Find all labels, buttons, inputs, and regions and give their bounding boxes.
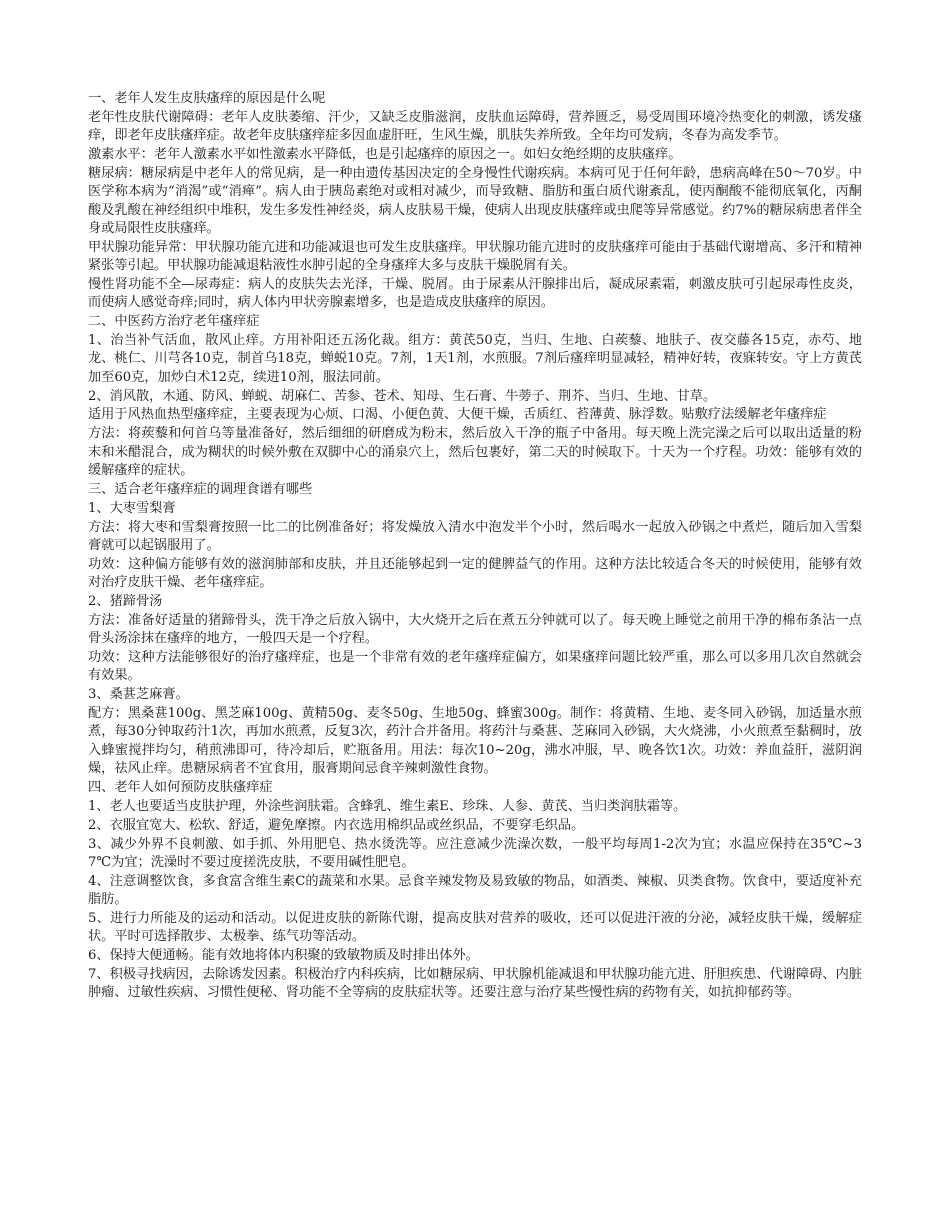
document-body	[88, 90, 862, 1003]
paragraph: 6、保持大便通畅。能有效地将体内积聚的致敏物质及时排出体外。	[88, 948, 479, 964]
paragraph: 2、消风散，木通、防风、蝉蜕、胡麻仁、苦参、苍术、知母、生石膏、牛蒡子、荆芥、当归、生地、甘草。	[88, 388, 717, 404]
paragraph: 方法：将蒺藜和何首乌等量准备好，然后细细的研磨成为粉末，然后放入干净的瓶子中备用。每天晚上洗完澡之后可以取出适量的粉末和米醋混合，成为糊状的时候外敷在双脚中心的涌泉穴上，然后包裹好，第二天的时候取下。十天为一个疗程。功效：能够有效的缓解瘙痒的症状。	[88, 426, 862, 478]
paragraph: 四、老年人如何预防皮肤瘙痒症	[88, 779, 273, 795]
paragraph: 老年性皮肤代谢障碍：老年人皮肤萎缩、汗少，又缺乏皮脂滋润，皮肤血运障碍，营养匮乏，易受周围环境冷热变化的刺激，诱发瘙痒，即老年皮肤瘙痒症。故老年皮肤瘙痒症多因血虚肝旺，生风生燥，肌肤失养所致。全年均可发病，冬春为高发季节。	[88, 109, 862, 144]
paragraph: 4、注意调整饮食，多食富含维生素C的蔬菜和水果。忌食辛辣发物及易致敏的物品，如酒类、辣椒、贝类食物。饮食中，要适度补充脂肪。	[88, 873, 862, 908]
paragraph: 2、猪蹄骨汤	[88, 593, 163, 609]
paragraph: 1、大枣雪梨膏	[88, 500, 176, 516]
paragraph: 1、老人也要适当皮肤护理，外涂些润肤霜。含蜂乳、维生素E、珍珠、人参、黄芪、当归类润肤霜等。	[88, 798, 687, 814]
paragraph: 3、减少外界不良刺激、如手抓、外用肥皂、热水烫洗等。应注意减少洗澡次数，一般平均每周1-2次为宜；水温应保持在35℃~37℃为宜；洗澡时不要过度搓洗皮肤，不要用碱性肥皂。	[88, 836, 862, 870]
paragraph: 激素水平：老年人激素水平如性激素水平降低，也是引起瘙痒的原因之一。如妇女绝经期的皮肤瘙痒。	[88, 147, 682, 163]
paragraph: 甲状腺功能异常：甲状腺功能亢进和功能减退也可发生皮肤瘙痒。甲状腺功能亢进时的皮肤瘙痒可能由于基础代谢增高、多汗和精神紧张等引起。甲状腺功能减退粘液性水肿引起的全身瘙痒大多与皮肤干燥脱屑有关。	[88, 239, 862, 274]
paragraph: 适用于风热血热型瘙痒症，主要表现为心烦、口渴、小便色黄、大便干燥，舌质红、苔薄黄、脉浮数。贴敷疗法缓解老年瘙痒症	[88, 407, 827, 423]
paragraph: 一、老年人发生皮肤瘙痒的原因是什么呢	[88, 91, 326, 106]
paragraph: 慢性肾功能不全—尿毒症：病人的皮肤失去光泽，干燥、脱屑。由于尿素从汗腺排出后，凝成尿素霜，刺激皮肤可引起尿毒性皮炎，而使病人感觉奇痒;同时，病人体内甲状旁腺素增多，也是造成皮肤瘙痒的原因。	[88, 276, 862, 311]
paragraph: 功效：这种方法能够很好的治疗瘙痒症，也是一个非常有效的老年瘙痒症偏方，如果瘙痒问题比较严重，那么可以多用几次自然就会有效果。	[88, 650, 862, 684]
paragraph: 3、桑葚芝麻膏。	[88, 687, 189, 703]
paragraph: 7、积极寻找病因，去除诱发因素。积极治疗内科疾病，比如糖尿病、甲状腺机能减退和甲状腺功能亢进、肝胆疾患、代谢障碍、内脏肿瘤、过敏性疾病、习惯性便秘、肾功能不全等病的皮肤症状等。还要注意与治疗某些慢性病的药物有关，如抗抑郁药等。	[88, 966, 862, 1001]
paragraph: 方法：将大枣和雪梨膏按照一比二的比例准备好；将发燥放入清水中泡发半个小时，然后喝水一起放入砂锅之中煮烂，随后加入雪梨膏就可以起锅服用了。	[88, 519, 862, 553]
paragraph: 功效：这种偏方能够有效的滋润肺部和皮肤，并且还能够起到一定的健脾益气的作用。这种方法比较适合冬天的时候使用，能够有效对治疗皮肤干燥、老年瘙痒症。	[88, 556, 862, 591]
paragraph: 5、进行力所能及的运动和活动。以促进皮肤的新陈代谢，提高皮肤对营养的吸收，还可以促进汗液的分泌，减轻皮肤干燥，缓解症状。平时可选择散步、太极拳、练气功等活动。	[88, 910, 862, 945]
paragraph: 配方：黑桑葚100g、黑芝麻100g、黄精50g、麦冬50g、生地50g、蜂蜜300g。制作：将黄精、生地、麦冬同入砂锅，加适量水煎煮，每30分钟取药汁1次，再加水煎煮，反复3次，药汁合并备用。将药汁与桑葚、芝麻同入砂锅，大火烧沸，小火煎煮至黏稠时，放入蜂蜜搅拌均匀，稍煎沸即可，待冷却后，贮瓶备用。用法：每次10~20g，沸水冲服，早、晚各饮1次。功效：养血益肝，滋阴润燥，祛风止痒。患糖尿病者不宜食用，服膏期间忌食辛辣刺激性食物。	[88, 706, 862, 776]
paragraph: 2、衣服宜宽大、松软、舒适，避免摩擦。内衣选用棉织品或丝织品，不要穿毛织品。	[88, 817, 585, 833]
paragraph: 方法：准备好适量的猪蹄骨头，洗干净之后放入锅中，大火烧开之后在煮五分钟就可以了。每天晚上睡觉之前用干净的棉布条沾一点骨头汤涂抹在瘙痒的地方，一般四天是一个疗程。	[88, 612, 862, 647]
paragraph: 糖尿病：糖尿病是中老年人的常见病，是一种由遗传基因决定的全身慢性代谢疾病。本病可见于任何年龄，患病高峰在50～70岁。中医学称本病为“消渴”或“消瘅”。病人由于胰岛素绝对或相对减少，而导致糖、脂肪和蛋白质代谢紊乱，使丙酮酸不能彻底氧化，丙酮酸及乳酸在神经组织中堆积，发生多发性神经炎，病人皮肤易干燥，使病人出现皮肤瘙痒或虫爬等异常感觉。约7%的糖尿病患者伴全身或局限性皮肤瘙痒。	[88, 165, 862, 236]
paragraph: 1、治当补气活血，散风止痒。方用补阳还五汤化裁。组方：黄芪50克，当归、生地、白蒺藜、地肤子、夜交藤各15克，赤芍、地龙、桃仁、川芎各10克，制首乌18克，蝉蜕10克。7剂，1天1剂，水煎服。7剂后瘙痒明显减轻，精神好转，夜寐转安。守上方黄芪加至60克，加炒白术12克，续进10剂，服法同前。	[88, 333, 862, 385]
paragraph: 二、中医药方治疗老年瘙痒症	[88, 314, 260, 330]
paragraph: 三、适合老年瘙痒症的调理食谱有哪些	[88, 481, 313, 497]
